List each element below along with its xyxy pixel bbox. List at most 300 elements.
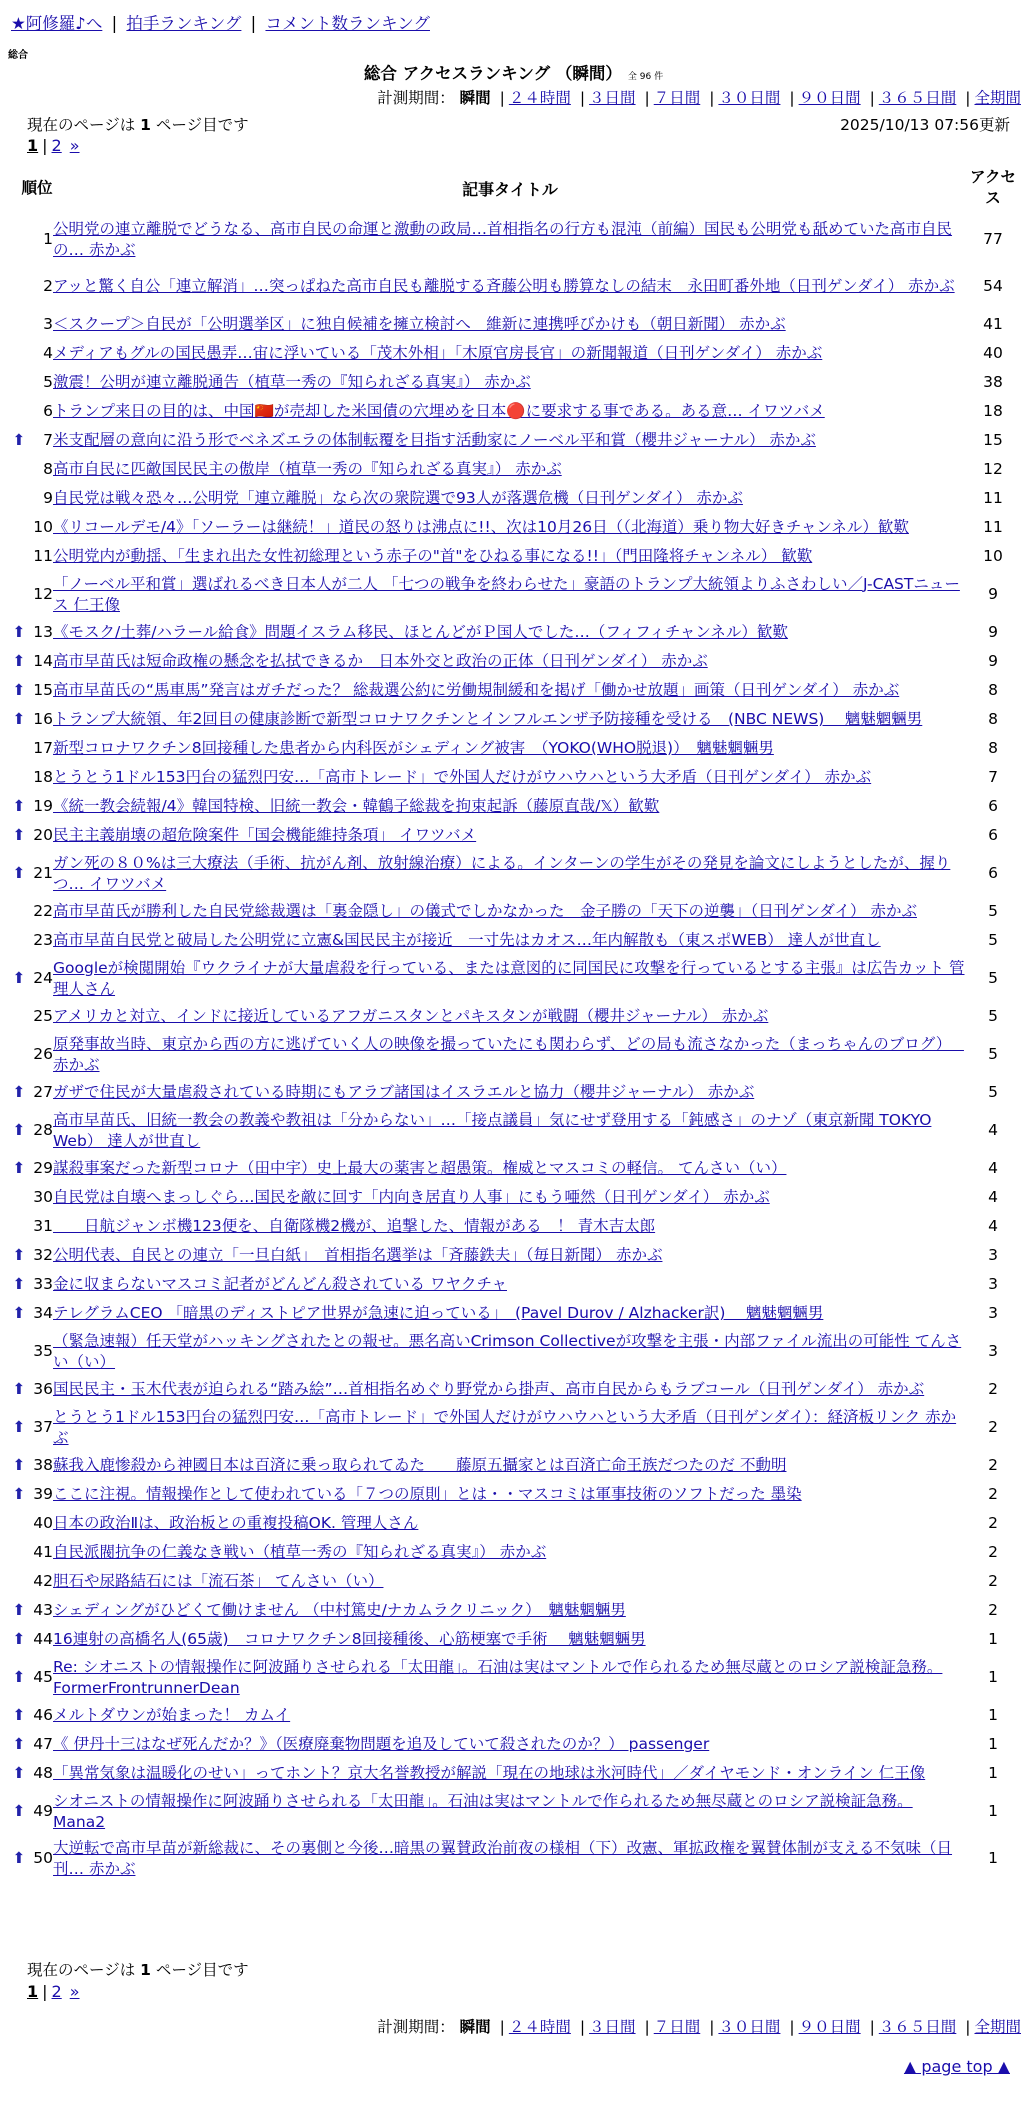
article-title-cell [53,1567,967,1596]
rank-number: 36 [33,1380,54,1398]
article-title-link[interactable]: ガン死の８０%は三大療法（手術、抗がん剤、放射線治療）による。インターンの学生がその発見を論文にしようとしたが、握りつ… イワツバメ [53,853,951,893]
rank-up-arrow-icon: ⬆ [12,1485,26,1503]
rank-mark-cell [11,1538,27,1567]
rank-up-arrow-icon: ⬆ [12,1456,26,1474]
access-count: 8 [988,739,998,757]
article-title-link[interactable]: 高市早苗氏の“馬車馬”発言はガチだった？ 総裁選公約に労働規制緩和を掲げ「働かせ放題」画策（日刊ゲンダイ） 赤かぶ [53,681,900,699]
rank-mark-cell [11,1212,27,1241]
article-title-link[interactable]: ガザで住民が大量虐殺されている時期にもアラブ諸国はイスラエルと協力（櫻井ジャーナル） 赤かぶ [53,1083,755,1101]
rank-number: 34 [33,1304,54,1322]
rank-mark-cell [11,897,27,926]
access-count: 40 [983,344,1003,362]
period-separator: | [869,2018,875,2036]
access-count: 5 [988,969,998,987]
article-title-link[interactable]: 自民派閥抗争の仁義なき戦い（植草一秀の『知られざる真実』） 赤かぶ [53,1543,547,1561]
rank-number: 38 [33,1456,54,1474]
article-title-cell [53,1154,967,1183]
pager-page-2-link[interactable]: 2 [51,1982,62,2001]
table-row [11,1078,1019,1107]
rank-number: 15 [33,681,54,699]
rank-up-arrow-icon: ⬆ [12,1849,26,1867]
rank-number: 35 [33,1342,54,1360]
page-title-text: 総合 アクセスランキング （瞬間） [363,64,622,83]
access-count: 18 [983,402,1003,420]
article-title-link[interactable]: 高市自民に匹敵国民民主の傲岸（植草一秀の『知られざる真実』） 赤かぶ [53,460,562,478]
table-row [11,339,1019,368]
article-title-link[interactable]: テレグラムCEO 「暗黒のディストピア世界が急速に迫っている」 (Pavel Durov / Alzhacker訳) 魑魅魍魎男 [53,1304,824,1322]
table-row [11,1596,1019,1625]
article-title-link[interactable]: 「異常気象は温暖化のせい」ってホント？京大名誉教授が解説「現在の地球は氷河時代」／ダイヤモンド・オンライン 仁王像 [53,1764,926,1782]
access-count: 2 [988,1543,998,1561]
rank-number: 3 [43,315,54,333]
period-24h-link[interactable]: ２４時間 [508,89,571,107]
table-row [11,1212,1019,1241]
article-title-link[interactable]: 大逆転で高市早苗が新総裁に、その裏側と今後…暗黒の翼賛政治前夜の様相（下）改憲、軍拡政権を翼賛体制が支える不気味（日刊… 赤かぶ [53,1838,953,1878]
rank-number: 13 [33,623,54,641]
rank-mark-cell [11,1002,27,1031]
period-all-link[interactable]: 全期間 [974,2018,1021,2036]
rank-mark-cell [11,310,27,339]
article-title-link[interactable]: 高市早苗氏は短命政権の懸念を払拭できるか 日本外交と政治の正体（日刊ゲンダイ） 赤かぶ [53,652,708,670]
rank-up-arrow-icon: ⬆ [12,1418,26,1436]
article-title-link[interactable]: 高市早苗氏、旧統一教会の教義や教祖は「分からない」…「接点議員」気にせず登用する「鈍感さ」のナゾ（東京新聞 TOKYO Web） 達人が世直し [53,1110,932,1150]
article-title-link[interactable]: Googleが検閲開始『ウクライナが大量虐殺を行っている、または意図的に同国民に攻撃を行っているとする主張』は広告カット 管理人さん [53,958,965,998]
pager-separator: | [42,1982,48,2001]
article-title-link[interactable]: 謀殺事案だった新型コロナ（田中宇）史上最大の薬害と超愚策。権威とマスコミの軽信。 てんさい（い） [53,1159,787,1177]
rank-number: 23 [33,931,54,949]
rank-number: 45 [33,1668,54,1686]
period-365d-link[interactable]: ３６５日間 [878,2018,957,2036]
rank-number: 41 [33,1543,54,1561]
rank-number: 10 [33,518,54,536]
rank-number: 9 [43,489,54,507]
period-separator: | [709,89,715,107]
top-nav [11,10,430,34]
table-row [11,1270,1019,1299]
article-title-cell [53,1835,967,1882]
article-title-link[interactable]: 胆石や尿路結石には「流石茶」 てんさい（い） [53,1572,384,1590]
comment-ranking-link[interactable]: コメント数ランキング [265,14,430,33]
access-count: 9 [988,652,998,670]
rank-number: 31 [33,1217,54,1235]
rank-number: 27 [33,1083,54,1101]
article-title-cell [53,1299,967,1328]
rank-up-arrow-icon: ⬆ [12,623,26,641]
access-count: 3 [988,1342,998,1360]
access-count: 2 [988,1485,998,1503]
page-top-link[interactable]: ▲ page top ▲ [903,2057,1010,2076]
access-count: 15 [983,431,1003,449]
access-count: 1 [988,1630,998,1648]
article-title-link[interactable]: 16連射の高橋名人(65歳) コロナワクチン8回接種後、心筋梗塞で手術 魑魅魍魎男 [53,1630,646,1648]
article-title-link[interactable]: メディアもグルの国民愚弄…宙に浮いている「茂木外相」「木原官房長官」の新聞報道（日刊ゲンダイ） 赤かぶ [53,344,823,362]
article-title-link[interactable]: シェディングがひどくて働けません （中村篤史/ナカムラクリニック） 魑魅魍魎男 [53,1601,626,1619]
rank-number: 32 [33,1246,54,1264]
article-title-cell [53,705,967,734]
period-3d-link[interactable]: ３日間 [589,89,636,107]
rank-number: 47 [33,1735,54,1753]
table-row [11,1002,1019,1031]
article-title-cell [53,792,967,821]
rank-up-arrow-icon: ⬆ [12,1380,26,1398]
rank-number: 39 [33,1485,54,1503]
period-24h-link[interactable]: ２４時間 [508,2018,571,2036]
table-row [11,1154,1019,1183]
table-row [11,705,1019,734]
rank-mark-cell [11,926,27,955]
pager-current-page: 1 [27,1982,39,2001]
article-title-link[interactable]: メルトダウンが始まった！ カムイ [53,1706,291,1724]
table-row [11,821,1019,850]
article-title-cell [53,397,967,426]
period-label: 計測期間： [377,89,455,107]
period-30d-link[interactable]: ３０日間 [718,89,781,107]
table-row [11,1299,1019,1328]
article-title-cell [53,897,967,926]
table-row [11,850,1019,897]
period-7d-link[interactable]: ７日間 [653,89,701,107]
table-row [11,1509,1019,1538]
period-separator: | [965,89,971,107]
access-count: 12 [983,460,1003,478]
article-title-cell [53,542,967,571]
rank-up-arrow-icon: ⬆ [12,681,26,699]
rank-mark-cell [11,1031,27,1078]
rank-number: 24 [33,969,54,987]
table-row [11,484,1019,513]
rank-up-arrow-icon: ⬆ [12,1246,26,1264]
article-title-link[interactable]: ここに注視。情報操作として使われている「７つの原則」とは・・マスコミは軍事技術のソフトだった 墨染 [53,1485,802,1503]
access-count: 6 [988,797,998,815]
article-title-link[interactable]: 米支配層の意向に沿う形でベネズエラの体制転覆を目指す活動家にノーベル平和賞（櫻井ジャーナル） 赤かぶ [53,431,816,449]
table-row [11,647,1019,676]
article-title-link[interactable]: 金に収まらないマスコミ記者がどんどん殺されている ワヤクチャ [53,1275,507,1293]
table-row [11,676,1019,705]
pager-current-page: 1 [27,136,39,155]
rank-number: 25 [33,1007,54,1025]
rank-mark-cell [11,542,27,571]
access-count: 2 [988,1514,998,1532]
article-title-link[interactable]: 《リコールデモ/4》「ソーラーは継続！」道民の怒りは沸点に!!、次は10月26日（（北海道）乗り物大好きチャンネル）歓歎 [53,518,909,536]
page-title [0,60,1027,84]
table-header-row [11,160,1019,216]
table-row [11,571,1019,618]
period-separator: | [789,89,795,107]
article-title-link[interactable]: とうとう1ドル153円台の猛烈円安…「高市トレード」で外国人だけがウハウハという大矛盾（日刊ゲンダイ） 赤かぶ [53,768,872,786]
article-title-link[interactable]: （緊急速報）任天堂がハッキングされたとの報せ。悪名高いCrimson Collectiveが攻撃を主張・内部ファイル流出の可能性 てんさい（い） [53,1331,962,1371]
article-title-link[interactable]: トランプ来日の目的は、中国🇨🇳が売却した米国債の穴埋めを日本🔴に要求する事である。ある意… イワツバメ [53,402,825,420]
period-selector-bottom [377,2015,1021,2037]
article-title-cell [53,1002,967,1031]
ranking-table-body [11,216,1019,1882]
access-count: 2 [988,1572,998,1590]
access-count: 3 [988,1246,998,1264]
table-row [11,926,1019,955]
period-separator: | [644,2018,650,2036]
article-title-link[interactable]: シオニストの情報操作に阿波踊りさせられる「太田龍」。石油は実はマントルで作られるため無尽蔵とのロシア説検証急務。 Mana2 [53,1791,913,1831]
access-count: 38 [983,373,1003,391]
table-row [11,1701,1019,1730]
article-title-cell [53,263,967,310]
article-title-link[interactable]: 公明党の連立離脱でどうなる、高市自民の命運と激動の政局…首相指名の行方も混沌（前編）国民も公明党も舐めていた高市自民の… 赤かぶ [53,219,953,259]
article-title-link[interactable]: 新型コロナワクチン8回接種した患者から内科医がシェディング被害 （YOKO(WHO脱退)） 魑魅魍魎男 [53,739,774,757]
table-row [11,1480,1019,1509]
access-count: 5 [988,902,998,920]
article-title-cell [53,1212,967,1241]
table-row [11,1654,1019,1701]
access-count: 77 [983,230,1003,248]
period-all-link[interactable]: 全期間 [974,89,1021,107]
rank-up-arrow-icon: ⬆ [12,431,26,449]
rank-number: 50 [33,1849,54,1867]
article-title-link[interactable]: 高市早苗自民党と破局した公明党に立憲&国民民主が接近 一寸先はカオス…年内解散も（東スポWEB） 達人が世直し [53,931,881,949]
rank-up-arrow-icon: ⬆ [12,1304,26,1322]
table-row [11,1759,1019,1788]
rank-number: 30 [33,1188,54,1206]
period-selector-top [377,86,1021,108]
rank-mark-cell [11,1328,27,1375]
table-row [11,1451,1019,1480]
period-30d-link[interactable]: ３０日間 [718,2018,781,2036]
rank-number: 49 [33,1802,54,1820]
article-title-cell [53,455,967,484]
pager-next-link[interactable]: » [69,1982,80,2001]
article-title-link[interactable]: 公明党内が動揺、「生まれ出た女性初総理という赤子の"首"をひねる事になる!!」（門田隆将チャンネル） 歓歎 [53,547,813,565]
article-title-cell [53,763,967,792]
table-row [11,1031,1019,1078]
article-title-link[interactable]: 《統一教会続報/4》韓国特検、旧統一教会・韓鶴子総裁を拘束起訴（藤原直哉/𝕏）歓歎 [53,797,660,815]
article-title-link[interactable]: 蘇我入鹿惨殺から神國日本は百済に乗っ取られてゐた 藤原五攝家とは百済亡命王族だつたのだ 不動明 [53,1456,787,1474]
article-title-cell [53,1107,967,1154]
access-count: 1 [988,1668,998,1686]
table-row [11,1404,1019,1451]
table-row [11,455,1019,484]
rank-number: 33 [33,1275,54,1293]
article-title-link[interactable]: アッと驚く自公「連立解消」…突っぱねた高市自民も離脱する斉藤公明も勝算なしの結末 永田町番外地（日刊ゲンダイ） 赤かぶ [53,277,955,295]
article-title-cell [53,1625,967,1654]
article-title-cell [53,1078,967,1107]
article-title-cell [53,484,967,513]
rank-number: 26 [33,1045,54,1063]
article-title-cell [53,1730,967,1759]
rank-mark-cell [11,455,27,484]
period-separator: | [644,89,650,107]
article-title-cell [53,955,967,1002]
rank-number: 14 [33,652,54,670]
article-title-cell [53,310,967,339]
period-365d-link[interactable]: ３６５日間 [878,89,957,107]
article-title-link[interactable]: 自民党は戦々恐々…公明党「連立離脱」なら次の衆院選で93人が落選危機（日刊ゲンダイ） 赤かぶ [53,489,743,507]
access-count: 9 [988,585,998,603]
article-title-link[interactable]: 国民民主・玉木代表が迫られる“踏み絵”…首相指名めぐり野党から掛声、高市自民からもラブコール（日刊ゲンダイ） 赤かぶ [53,1380,925,1398]
access-count: 11 [983,518,1003,536]
rank-number: 29 [33,1159,54,1177]
rank-mark-cell [11,484,27,513]
table-row [11,1241,1019,1270]
table-row [11,542,1019,571]
article-title-link[interactable]: 原発事故当時、東京から西の方に逃げていく人の映像を撮っていたにも関わらず、どの局も流さなかった（まっちゃんのブログ） 赤かぶ [53,1034,964,1074]
access-count: 3 [988,1275,998,1293]
table-row [11,1730,1019,1759]
article-title-cell [53,1241,967,1270]
table-row [11,216,1019,263]
article-title-link[interactable]: トランプ大統領、年2回目の健康診断で新型コロナワクチンとインフルエンザ予防接種を受ける (NBC NEWS) 魑魅魍魎男 [53,710,923,728]
table-row [11,618,1019,647]
article-title-link[interactable]: とうとう1ドル153円台の猛烈円安…「高市トレード」で外国人だけがウハウハという大矛盾（日刊ゲンダイ）：経済板リンク 赤かぶ [53,1407,957,1447]
access-count: 1 [988,1849,998,1867]
period-separator: | [579,2018,586,2036]
rank-number: 48 [33,1764,54,1782]
table-row [11,1788,1019,1835]
rank-number: 43 [33,1601,54,1619]
access-count: 2 [988,1601,998,1619]
access-header: アクセス [969,168,1017,207]
period-7d-link[interactable]: ７日間 [653,2018,701,2036]
period-current: 瞬間 [459,89,491,107]
rank-mark-cell [11,571,27,618]
rank-up-arrow-icon: ⬆ [12,652,26,670]
page-info-prefix: 現在のページは [27,116,136,134]
article-title-cell [53,1404,967,1451]
pager-page-2-link[interactable]: 2 [51,136,62,155]
access-count: 4 [988,1159,998,1177]
article-title-cell [53,850,967,897]
rank-up-arrow-icon: ⬆ [12,1735,26,1753]
article-title-link[interactable]: 「ノーベル平和賞」選ばれるべき日本人が二人 「七つの戦争を終わらせた」豪語のトランプ大統領よりふさわしい／J-CASTニュース 仁王像 [53,574,960,614]
article-title-link[interactable]: アメリカと対立、インドに接近しているアフガニスタンとパキスタンが戦闘（櫻井ジャーナル） 赤かぶ [53,1007,769,1025]
article-title-link[interactable]: 公明代表、自民との連立「一旦白紙」 首相指名選挙は「斉藤鉄夫」（毎日新聞） 赤かぶ [53,1246,663,1264]
table-row [11,1625,1019,1654]
table-row [11,263,1019,310]
pager-bottom [27,1982,80,2001]
period-separator: | [789,2018,795,2036]
rank-number: 19 [33,797,54,815]
article-title-link[interactable]: 日本の政治Ⅱは、政治板との重複投稿OK. 管理人さん [53,1514,419,1532]
table-row [11,792,1019,821]
table-row [11,897,1019,926]
access-count: 7 [988,768,998,786]
table-row [11,1538,1019,1567]
access-count: 5 [988,1007,998,1025]
article-title-link[interactable]: 自民党は自壊へまっしぐら…国民を敵に回す「内向き居直り人事」にもう唖然（日刊ゲンダイ） 赤かぶ [53,1188,770,1206]
article-title-cell [53,1509,967,1538]
article-title-cell [53,1183,967,1212]
table-row [11,368,1019,397]
item-count: 全 96 件 [627,72,664,82]
rank-number: 1 [43,230,54,248]
article-title-cell [53,618,967,647]
rank-number: 4 [43,344,54,362]
rank-up-arrow-icon: ⬆ [12,1764,26,1782]
access-count: 1 [988,1764,998,1782]
applause-ranking-link[interactable]: 拍手ランキング [126,14,242,33]
period-separator: | [965,2018,971,2036]
article-title-link[interactable]: 《 伊丹十三はなぜ死んだか？》（医療廃棄物問題を追及していて殺されたのか？） passenger [53,1735,710,1753]
rank-number: 22 [33,902,54,920]
article-title-cell [53,647,967,676]
rank-number: 5 [43,373,54,391]
rank-number: 2 [43,277,54,295]
period-separator: | [499,2018,505,2036]
article-title-cell [53,1759,967,1788]
article-title-link[interactable]: ＜スクープ＞自民が「公明選挙区」に独自候補を擁立検討へ 維新に連携呼びかけも（朝日新聞） 赤かぶ [53,315,786,333]
rank-up-arrow-icon: ⬆ [12,1275,26,1293]
period-separator: | [709,2018,715,2036]
asyura-home-link[interactable]: ★阿修羅♪へ [11,14,103,33]
title-header: 記事タイトル [462,179,558,199]
nav-separator: | [250,14,257,33]
rank-number: 17 [33,739,54,757]
rank-up-arrow-icon: ⬆ [12,1802,26,1820]
article-title-link[interactable]: 民主主義崩壊の超危険案件「国会機能維持条項」 イワツバメ [53,826,477,844]
period-current: 瞬間 [459,2018,491,2036]
article-title-link[interactable]: 激震！公明が連立離脱通告（植草一秀の『知られざる真実』） 赤かぶ [53,373,531,391]
pager-top [27,136,80,155]
table-row [11,763,1019,792]
article-title-cell [53,216,967,263]
article-title-cell [53,1375,967,1404]
rank-mark-cell [11,1567,27,1596]
article-title-cell [53,1031,967,1078]
article-title-cell [53,426,967,455]
rank-up-arrow-icon: ⬆ [12,1706,26,1724]
table-row [11,397,1019,426]
period-3d-link[interactable]: ３日間 [589,2018,636,2036]
rank-number: 40 [33,1514,54,1532]
access-count: 54 [983,277,1003,295]
nav-separator: | [111,14,118,33]
article-title-link[interactable]: 日航ジャンボ機123便を、自衛隊機2機が、追撃した、情報がある ！ 青木吉太郎 [53,1217,656,1235]
period-separator: | [499,89,505,107]
rank-number: 42 [33,1572,54,1590]
access-count: 41 [983,315,1003,333]
table-row [11,1107,1019,1154]
rank-up-arrow-icon: ⬆ [12,826,26,844]
page-info-number: 1 [140,1961,151,1979]
rank-mark-cell [11,339,27,368]
rank-number: 20 [33,826,54,844]
rank-number: 44 [33,1630,54,1648]
rank-number: 28 [33,1121,54,1139]
ranking-table [11,160,1019,1882]
article-title-cell [53,821,967,850]
table-row [11,426,1019,455]
rank-mark-cell [11,397,27,426]
access-count: 2 [988,1456,998,1474]
article-title-cell [53,513,967,542]
access-count: 5 [988,931,998,949]
article-title-cell [53,1328,967,1375]
pager-next-link[interactable]: » [69,136,80,155]
period-90d-link[interactable]: ９０日間 [798,2018,861,2036]
page-info-suffix: ページ目です [155,116,249,134]
article-title-link[interactable]: Re: シオニストの情報操作に阿波踊りさせられる「太田龍」。石油は実はマントルで作られるため無尽蔵とのロシア説検証急務。 FormerFrontrunnerDean [53,1657,943,1697]
rank-mark-cell [11,263,27,310]
period-label: 計測期間： [377,2018,455,2036]
period-90d-link[interactable]: ９０日間 [798,89,861,107]
table-row [11,1835,1019,1882]
rank-number: 8 [43,460,54,478]
rank-number: 7 [43,431,54,449]
article-title-cell [53,1596,967,1625]
table-row [11,1567,1019,1596]
article-title-link[interactable]: 高市早苗氏が勝利した自民党総裁選は「裏金隠し」の儀式でしかなかった 金子勝の「天下の逆襲」（日刊ゲンダイ） 赤かぶ [53,902,917,920]
rank-up-arrow-icon: ⬆ [12,1630,26,1648]
article-title-cell [53,1538,967,1567]
article-title-link[interactable]: 《モスク/土葬/ハラール給食》問題イスラム移民、ほとんどがＰ国人でした…（フィフィチャンネル）歓歎 [53,623,788,641]
rank-header: 順位 [21,178,53,197]
rank-number: 46 [33,1706,54,1724]
